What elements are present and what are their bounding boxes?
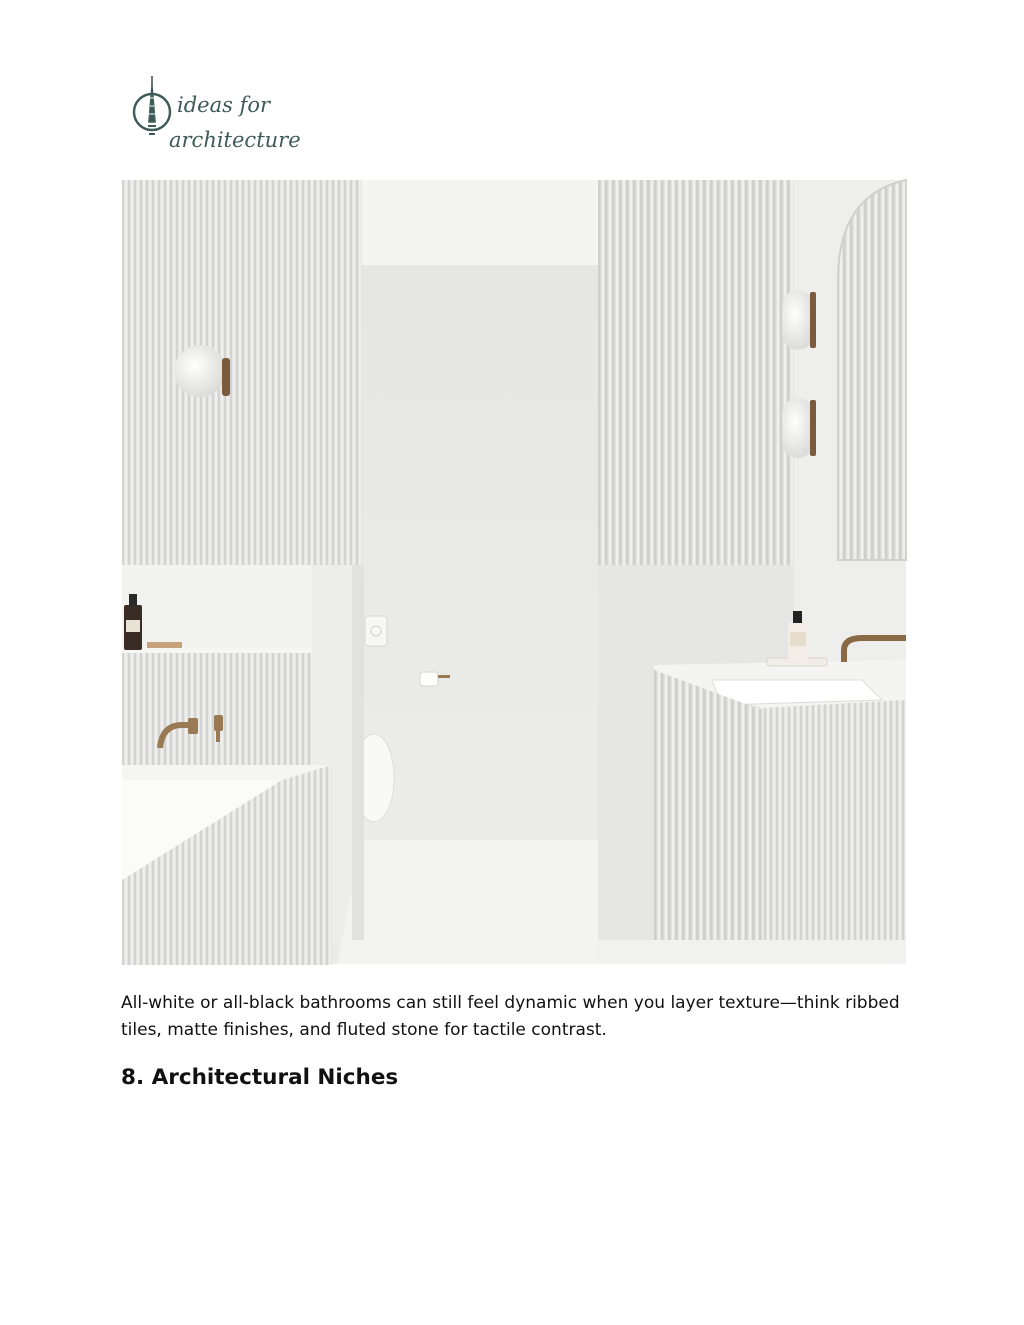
photo-caption: All-white or all-black bathrooms can still feel dynamic when you layer texture—think ribbed tiles, matte finishes, and fluted stone for tactile contrast. (121, 993, 900, 1040)
bathroom-photo (122, 180, 906, 964)
logo-graphic (132, 74, 301, 154)
section-heading: 8. Architectural Niches (121, 1065, 399, 1090)
logo-line-2: architecture (169, 128, 301, 152)
brand-logo (132, 74, 301, 154)
logo-line-1: ideas for (177, 93, 271, 117)
